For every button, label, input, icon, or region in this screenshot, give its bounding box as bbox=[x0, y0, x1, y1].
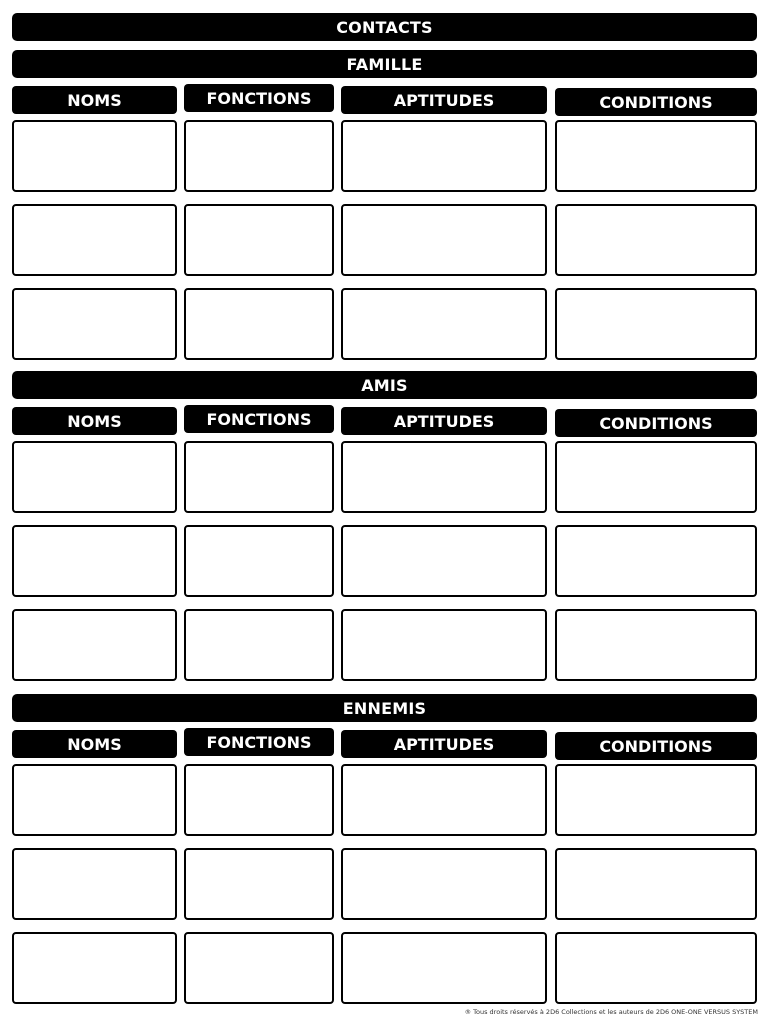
column-header-noms: NOMS bbox=[12, 407, 177, 435]
column-header-fonctions: FONCTIONS bbox=[184, 728, 334, 756]
cell-ennemis-fonctions-2[interactable] bbox=[184, 848, 334, 920]
cell-amis-fonctions-3[interactable] bbox=[184, 609, 334, 681]
cell-amis-fonctions-2[interactable] bbox=[184, 525, 334, 597]
column-header-aptitudes: APTITUDES bbox=[341, 86, 547, 114]
column-header-aptitudes: APTITUDES bbox=[341, 730, 547, 758]
cell-amis-noms-1[interactable] bbox=[12, 441, 177, 513]
cell-ennemis-aptitudes-3[interactable] bbox=[341, 932, 547, 1004]
cell-amis-conditions-3[interactable] bbox=[555, 609, 757, 681]
cell-ennemis-aptitudes-2[interactable] bbox=[341, 848, 547, 920]
cell-ennemis-fonctions-1[interactable] bbox=[184, 764, 334, 836]
column-header-noms: NOMS bbox=[12, 86, 177, 114]
cell-famille-fonctions-2[interactable] bbox=[184, 204, 334, 276]
cell-famille-aptitudes-1[interactable] bbox=[341, 120, 547, 192]
cell-amis-conditions-2[interactable] bbox=[555, 525, 757, 597]
cell-ennemis-noms-1[interactable] bbox=[12, 764, 177, 836]
cell-famille-noms-2[interactable] bbox=[12, 204, 177, 276]
cell-amis-aptitudes-2[interactable] bbox=[341, 525, 547, 597]
cell-amis-fonctions-1[interactable] bbox=[184, 441, 334, 513]
cell-amis-conditions-1[interactable] bbox=[555, 441, 757, 513]
cell-famille-noms-3[interactable] bbox=[12, 288, 177, 360]
column-header-conditions: CONDITIONS bbox=[555, 409, 757, 437]
cell-famille-aptitudes-2[interactable] bbox=[341, 204, 547, 276]
column-header-noms: NOMS bbox=[12, 730, 177, 758]
cell-amis-aptitudes-3[interactable] bbox=[341, 609, 547, 681]
cell-famille-fonctions-3[interactable] bbox=[184, 288, 334, 360]
cell-famille-conditions-1[interactable] bbox=[555, 120, 757, 192]
cell-ennemis-conditions-3[interactable] bbox=[555, 932, 757, 1004]
cell-ennemis-aptitudes-1[interactable] bbox=[341, 764, 547, 836]
cell-famille-noms-1[interactable] bbox=[12, 120, 177, 192]
cell-famille-conditions-3[interactable] bbox=[555, 288, 757, 360]
cell-ennemis-conditions-2[interactable] bbox=[555, 848, 757, 920]
cell-famille-fonctions-1[interactable] bbox=[184, 120, 334, 192]
column-header-conditions: CONDITIONS bbox=[555, 732, 757, 760]
cell-amis-noms-2[interactable] bbox=[12, 525, 177, 597]
cell-ennemis-conditions-1[interactable] bbox=[555, 764, 757, 836]
cell-amis-noms-3[interactable] bbox=[12, 609, 177, 681]
cell-famille-conditions-2[interactable] bbox=[555, 204, 757, 276]
sheet-title: CONTACTS bbox=[12, 13, 757, 41]
cell-ennemis-noms-2[interactable] bbox=[12, 848, 177, 920]
cell-ennemis-fonctions-3[interactable] bbox=[184, 932, 334, 1004]
copyright-footer: ® Tous droits réservés à 2D6 Collections et les auteurs de 2D6 ONE-ONE VERSUS SYSTEM bbox=[464, 1008, 758, 1016]
column-header-aptitudes: APTITUDES bbox=[341, 407, 547, 435]
section-header-amis: AMIS bbox=[12, 371, 757, 399]
section-header-ennemis: ENNEMIS bbox=[12, 694, 757, 722]
column-header-fonctions: FONCTIONS bbox=[184, 84, 334, 112]
section-header-famille: FAMILLE bbox=[12, 50, 757, 78]
cell-ennemis-noms-3[interactable] bbox=[12, 932, 177, 1004]
column-header-fonctions: FONCTIONS bbox=[184, 405, 334, 433]
cell-amis-aptitudes-1[interactable] bbox=[341, 441, 547, 513]
column-header-conditions: CONDITIONS bbox=[555, 88, 757, 116]
cell-famille-aptitudes-3[interactable] bbox=[341, 288, 547, 360]
